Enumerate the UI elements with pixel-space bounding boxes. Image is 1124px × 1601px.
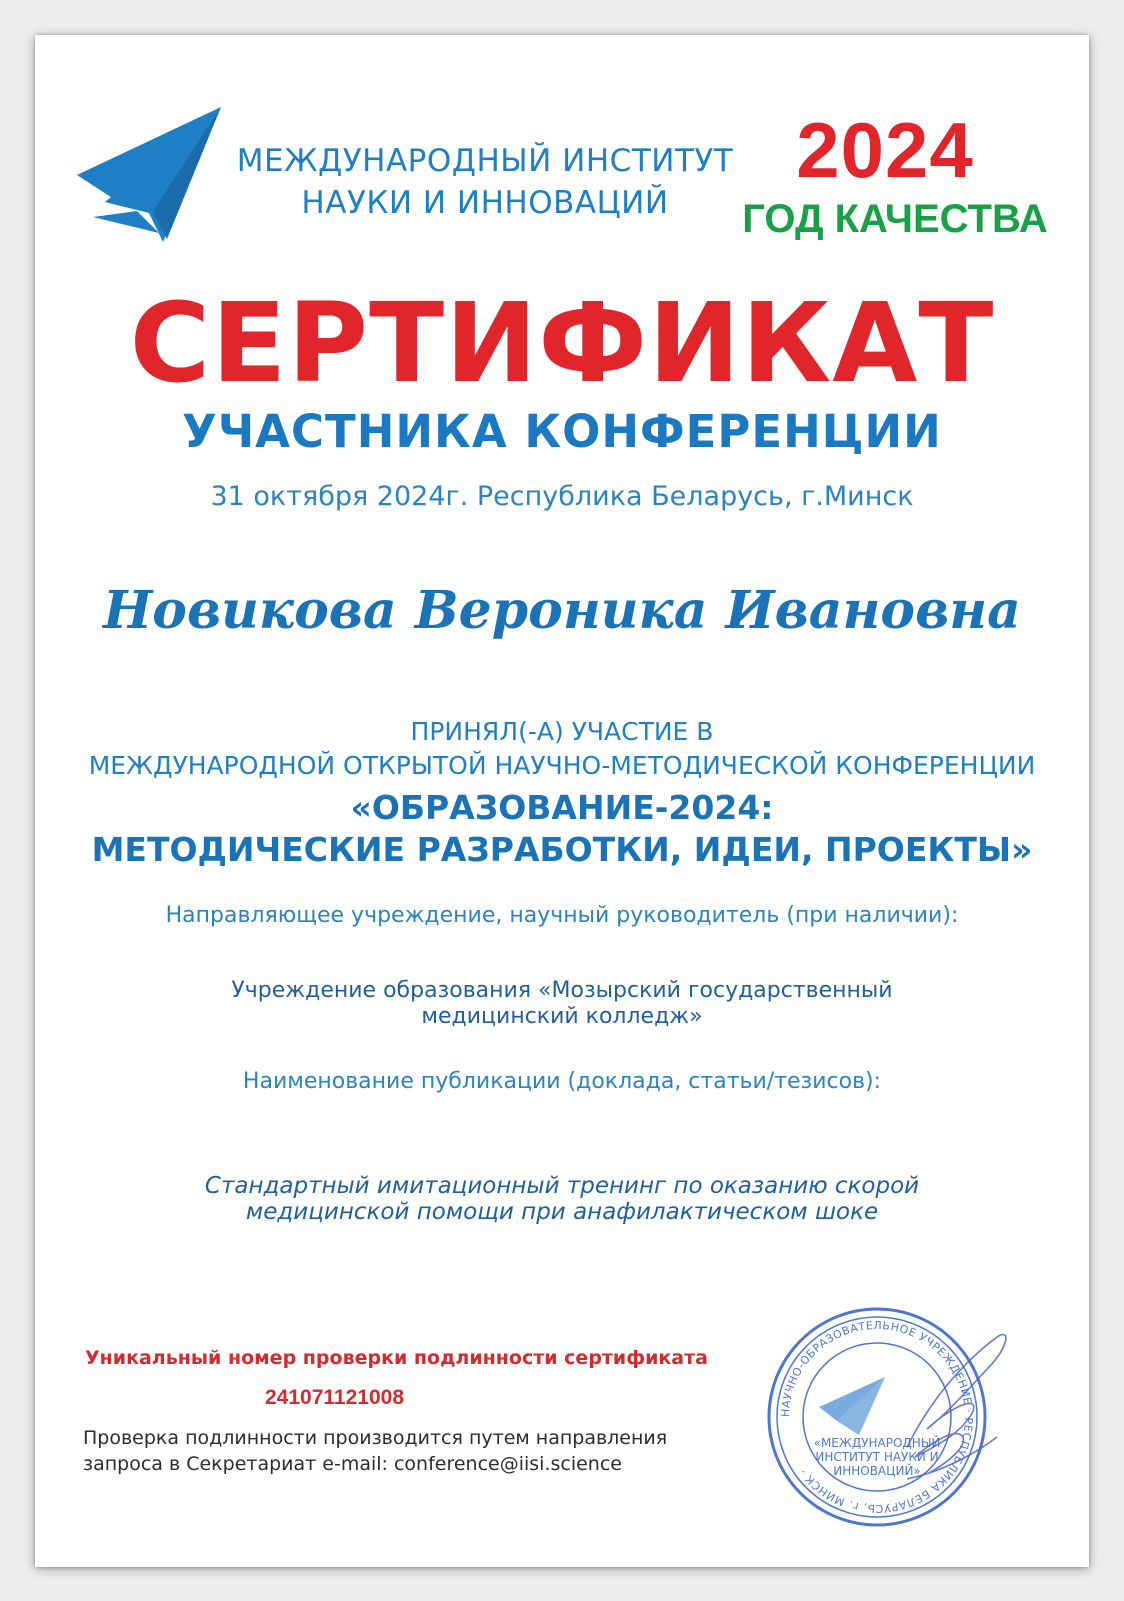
participation-statement (35, 715, 1089, 783)
certificate-date-place: 31 октября 2024г. Республика Беларусь, г.Минск (210, 481, 914, 512)
participant-name: Новикова Вероника Ивановна (103, 580, 1021, 641)
verification-note-line2: запроса в Секретариат e-mail: conference@iisi.science (83, 1453, 622, 1475)
institution-line1: Учреждение образования «Мозырский государственный (231, 978, 893, 1003)
verification-note-line1: Проверка подлинности производится путем направления (83, 1427, 668, 1449)
certificate-sheet (35, 35, 1089, 1567)
institution-line2: медицинский колледж» (421, 1004, 703, 1029)
stamp-center-line3: ИННОВАЦИЙ» (833, 1464, 921, 1478)
verification-note (83, 1425, 743, 1477)
institute-name (225, 140, 745, 224)
institute-name-line2: НАУКИ И ИННОВАЦИЙ (301, 185, 669, 221)
stamp-ring-text: НАУЧНО-ОБРАЗОВАТЕЛЬНОЕ УЧРЕЖДЕНИЕ · РЕСПУБЛИКА БЕЛАРУСЬ, г. МИНСК · (778, 1318, 976, 1516)
svg-text:НАУЧНО-ОБРАЗОВАТЕЛЬНОЕ УЧРЕЖДЕ (779, 1319, 975, 1515)
conference-name (35, 787, 1089, 871)
publication-title-line2: медицинской помощи при анафилактическом шоке (245, 1199, 879, 1225)
publication-title (35, 1173, 1089, 1225)
verification-number: 241071121008 (265, 1386, 404, 1409)
publication-title-line1: Стандартный имитационный тренинг по оказанию скорой (204, 1173, 920, 1199)
certificate-title: СЕРТИФИКАТ (129, 279, 995, 407)
institute-name-line1: МЕЖДУНАРОДНЫЙ ИНСТИТУТ (236, 143, 734, 179)
verification-title: Уникальный номер проверки подлинности сертификата (85, 1347, 708, 1369)
directing-institution (35, 978, 1089, 1030)
official-stamp-icon (757, 1297, 1017, 1537)
publication-label: Наименование публикации (доклада, статьи/тезисов): (242, 1069, 882, 1094)
institute-logo-icon (75, 107, 225, 247)
year-badge-subtitle: ГОД КАЧЕСТВА (742, 197, 1048, 241)
conference-name-line2: МЕТОДИЧЕСКИЕ РАЗРАБОТКИ, ИДЕИ, ПРОЕКТЫ» (91, 830, 1033, 869)
certificate-subtitle: УЧАСТНИКА КОНФЕРЕНЦИИ (182, 405, 942, 458)
stamp-center-line1: «МЕЖДУНАРОДНЫЙ (813, 1436, 941, 1450)
conference-name-line1: «ОБРАЗОВАНИЕ-2024: (350, 788, 774, 827)
year-badge: 2024 (796, 106, 974, 194)
conference-type: МЕЖДУНАРОДНОЙ ОТКРЫТОЙ НАУЧНО-МЕТОДИЧЕСКОЙ КОНФЕРЕНЦИИ (88, 751, 1036, 780)
stamp-center-line2: ИНСТИТУТ НАУКИ И (815, 1450, 939, 1464)
took-part-label: ПРИНЯЛ(-А) УЧАСТИЕ В (410, 717, 714, 746)
directing-label: Направляющее учреждение, научный руководитель (при наличии): (165, 903, 959, 928)
